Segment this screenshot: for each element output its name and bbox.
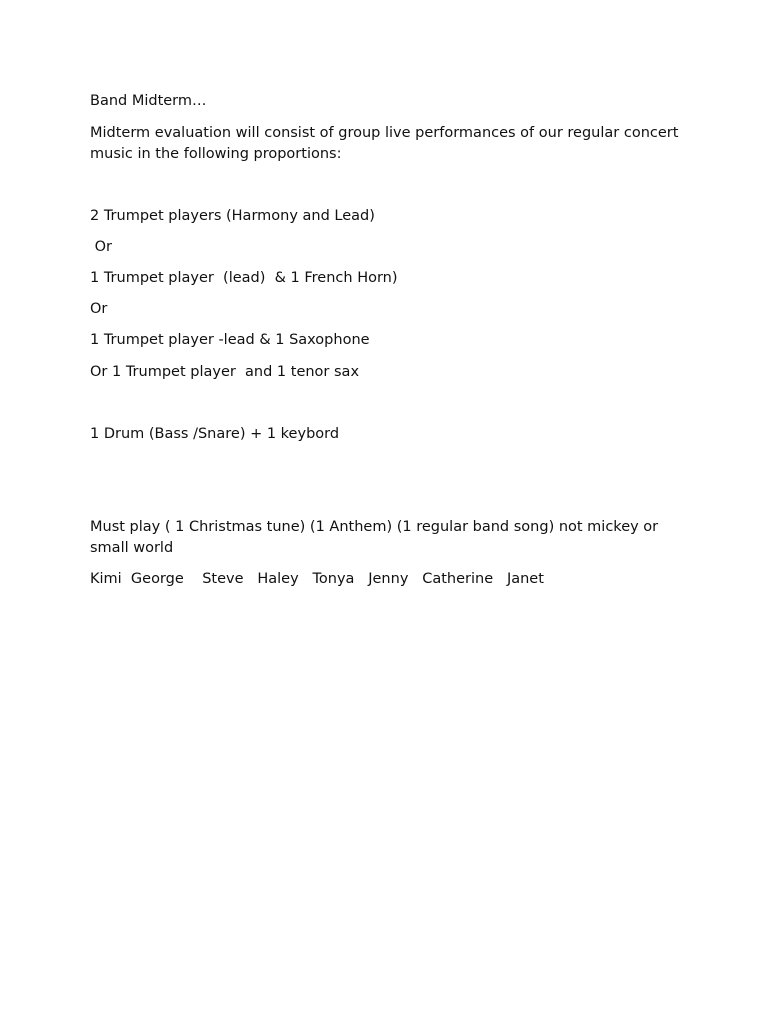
document-title: Band Midterm… [90, 93, 207, 109]
option-separator-2: Or [90, 301, 108, 317]
requirement-paragraph: Must play ( 1 Christmas tune) (1 Anthem) (1 regular band song) not mickey or small world [90, 519, 663, 556]
student-names-line: Kimi George Steve Haley Tonya Jenny Catherine Janet [90, 571, 544, 587]
option-separator-1: Or [90, 239, 112, 255]
intro-paragraph: Midterm evaluation will consist of group live performances of our regular concert music in the following proportions: [90, 125, 684, 162]
option-line-4: Or 1 Trumpet player and 1 tenor sax [90, 364, 360, 380]
rhythm-section-line: 1 Drum (Bass /Snare) + 1 keybord [90, 426, 340, 442]
option-line-2: 1 Trumpet player (lead) & 1 French Horn) [90, 270, 398, 286]
option-line-3: 1 Trumpet player -lead & 1 Saxophone [90, 332, 370, 348]
option-line-1: 2 Trumpet players (Harmony and Lead) [90, 208, 375, 224]
